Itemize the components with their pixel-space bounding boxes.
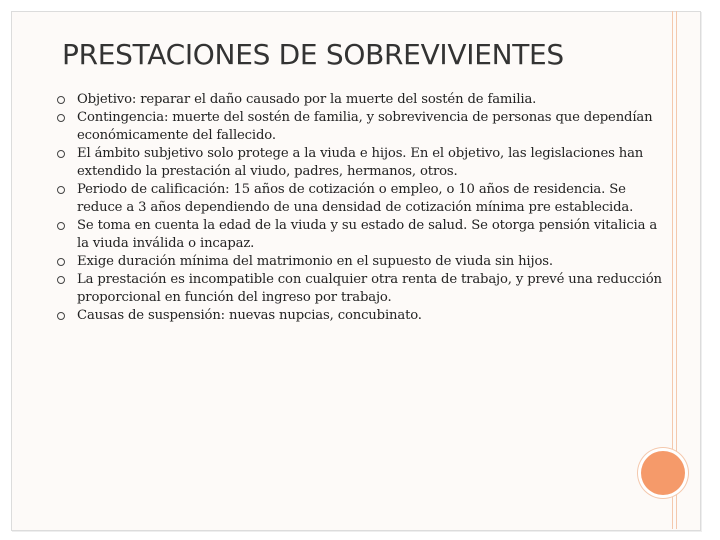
bullet-text: El ámbito subjetivo solo protege a la viuda e hijos. En el objetivo, las legislaciones han extendido la prestación al viudo, padres, hermanos, otros.: [77, 146, 644, 179]
bullet-text: Exige duración mínima del matrimonio en el supuesto de viuda sin hijos.: [77, 254, 553, 269]
bullet-item: [52, 271, 672, 307]
ring-bullet-icon: [57, 312, 65, 320]
bullet-item: [52, 253, 672, 271]
ring-bullet-icon: [57, 186, 65, 194]
ring-bullet-icon: [57, 96, 65, 104]
bullet-text: Causas de suspensión: nuevas nupcias, concubinato.: [77, 308, 422, 323]
ring-bullet-icon: [57, 222, 65, 230]
bullet-text: Contingencia: muerte del sostén de familia, y sobrevivencia de personas que dependían económicamente del fallecido.: [77, 110, 653, 143]
bullet-list: [52, 91, 672, 325]
ring-bullet-icon: [57, 276, 65, 284]
ring-bullet-icon: [57, 258, 65, 266]
ring-bullet-icon: [57, 150, 65, 158]
bullet-text: Periodo de calificación: 15 años de cotización o empleo, o 10 años de residencia. Se reduce a 3 años dependiendo de una densidad de cotización mínima pre establecida.: [77, 182, 634, 215]
bullet-item: [52, 145, 672, 181]
bullet-item: [52, 217, 672, 253]
ring-bullet-icon: [57, 114, 65, 122]
slide-right-border-line: [672, 11, 677, 529]
bullet-text: La prestación es incompatible con cualquier otra renta de trabajo, y prevé una reducción proporcional en función del ingreso por trabajo.: [77, 272, 662, 305]
bullet-item: [52, 307, 672, 325]
orange-circle-decoration: [641, 451, 685, 495]
slide-title: PRESTACIONES DE SOBREVIVIENTES: [62, 38, 564, 71]
bullet-item: [52, 181, 672, 217]
bullet-item: [52, 91, 672, 109]
bullet-text: Se toma en cuenta la edad de la viuda y su estado de salud. Se otorga pensión vitalicia a la viuda inválida o incapaz.: [77, 218, 658, 251]
bullet-item: [52, 109, 672, 145]
bullet-text: Objetivo: reparar el daño causado por la muerte del sostén de familia.: [77, 92, 537, 107]
